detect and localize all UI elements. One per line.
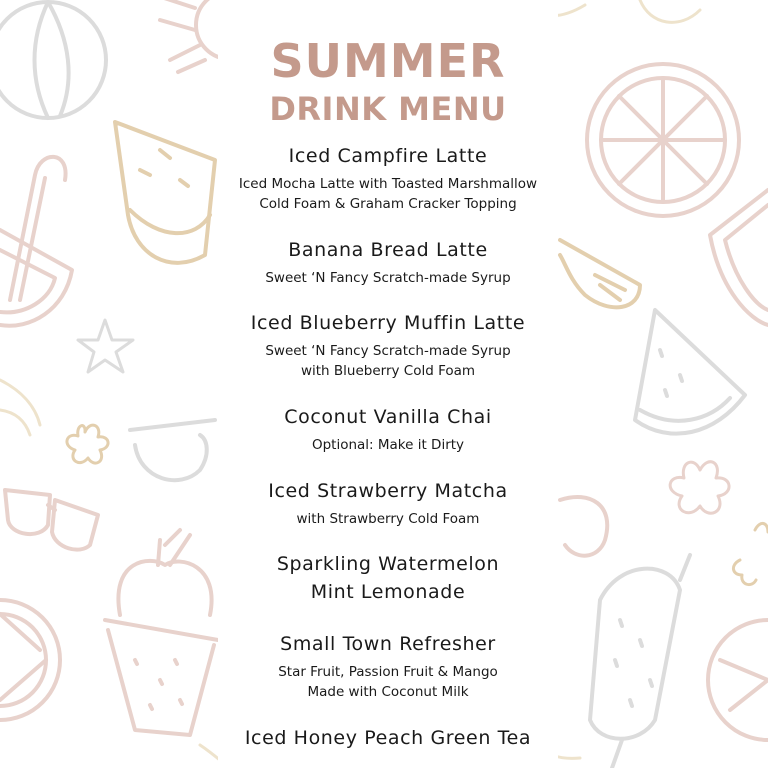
menu-item: [218, 142, 558, 214]
menu-item: [218, 477, 558, 529]
drink-description: [218, 435, 558, 455]
drink-name-line2: Mint Lemonade: [310, 581, 466, 603]
starfish-icon: [78, 320, 133, 372]
orange-slice-icon: [708, 620, 768, 740]
orange-slice-icon: [587, 64, 739, 216]
drink-name: Small Town Refresher: [280, 633, 496, 655]
drink-description-line: Sweet ‘N Fancy Scratch-made Syrup: [265, 270, 511, 286]
watermelon-slice-icon: [115, 122, 215, 263]
drink-description-line: Iced Mocha Latte with Toasted Marshmallow: [238, 176, 538, 192]
beach-ball-icon: [0, 2, 106, 118]
menu-item: [218, 403, 558, 455]
watermelon-slice-icon: [710, 190, 768, 325]
drink-description-line: with Blueberry Cold Foam: [300, 363, 476, 379]
drink-name: Iced Blueberry Muffin Latte: [250, 312, 526, 334]
palm-leaf-icon: [0, 380, 40, 435]
sunglasses-icon: [560, 497, 607, 556]
drink-name: Iced Honey Peach Green Tea: [244, 727, 532, 749]
drink-description-line: Star Fruit, Passion Fruit & Mango: [278, 664, 498, 680]
menu-item: [218, 309, 558, 381]
snow-cone-icon: [105, 530, 218, 735]
menu-item: [218, 630, 558, 702]
flower-icon: [733, 523, 768, 584]
drink-name: Iced Campfire Latte: [288, 145, 488, 167]
drink-description: [218, 341, 558, 381]
drink-description-line: Cold Foam & Graham Cracker Topping: [259, 196, 517, 212]
popsicle-icon: [590, 555, 690, 768]
drink-name: Banana Bread Latte: [288, 239, 488, 261]
drink-name: Iced Strawberry Matcha: [268, 480, 508, 502]
sunglasses-icon: [5, 490, 98, 550]
drink-description: [218, 509, 558, 529]
drink-name: Sparkling Watermelon: [276, 553, 500, 575]
sunglasses-icon: [130, 420, 215, 480]
menu-title-line1: SUMMER: [270, 34, 506, 88]
drink-description: [218, 662, 558, 702]
flower-icon: [67, 425, 108, 463]
watermelon-slice-icon: [0, 230, 72, 326]
watermelon-slice-icon: [635, 310, 745, 434]
drink-name: Coconut Vanilla Chai: [284, 406, 492, 428]
drink-description-line: with Strawberry Cold Foam: [296, 511, 480, 527]
drink-description: [218, 174, 558, 214]
drink-description-line: Sweet ‘N Fancy Scratch-made Syrup: [265, 343, 511, 359]
drink-description-line: Optional: Make it Dirty: [311, 437, 465, 453]
sunglasses-icon: [560, 240, 640, 307]
menu-item: [218, 550, 558, 606]
flower-icon: [670, 462, 729, 514]
candy-cane-icon: [10, 157, 66, 300]
drink-description-line: Made with Coconut Milk: [307, 684, 469, 700]
orange-slice-icon: [0, 600, 60, 720]
menu-title-line2: DRINK MENU: [269, 90, 507, 128]
menu-item: [218, 236, 558, 288]
menu-item: [218, 724, 558, 752]
drink-description: [218, 268, 558, 288]
